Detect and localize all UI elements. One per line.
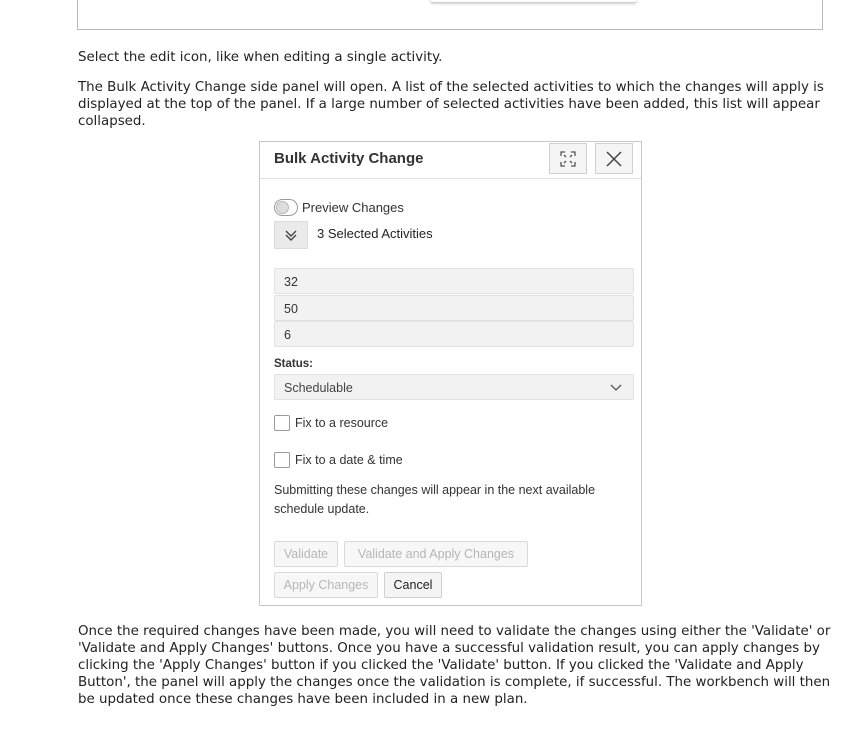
panel-header — [260, 142, 641, 179]
apply-changes-button[interactable]: Apply Changes — [274, 572, 378, 598]
status-select[interactable] — [274, 374, 634, 400]
status-label: Status: — [274, 358, 313, 370]
description-paragraph: The Bulk Activity Change side panel will open. A list of the selected activities to which the changes will apply is displayed at the top of the panel. If a large number of selected activities have been added, this list will appear collapsed. — [78, 80, 824, 129]
activity-item: 50 — [274, 295, 634, 321]
validate-button[interactable]: Validate — [274, 541, 338, 567]
panel-title: Bulk Activity Change — [274, 150, 424, 167]
toggle-knob — [276, 201, 289, 214]
chevron-down-icon — [609, 380, 623, 394]
bulk-activity-change-panel — [259, 141, 642, 606]
validate-and-apply-button[interactable]: Validate and Apply Changes — [344, 541, 528, 567]
expand-icon — [558, 149, 578, 169]
activity-item: 6 — [274, 321, 634, 347]
previous-screenshot-element — [430, 0, 637, 3]
previous-screenshot-frame — [77, 0, 823, 30]
intro-paragraph: Select the edit icon, like when editing a single activity. — [78, 50, 443, 65]
close-button[interactable] — [595, 143, 633, 174]
chevron-double-down-icon — [284, 228, 298, 242]
fix-resource-label: Fix to a resource — [295, 416, 389, 430]
cancel-button[interactable]: Cancel — [384, 572, 442, 598]
expand-button[interactable] — [549, 143, 587, 174]
activity-item: 32 — [274, 268, 634, 294]
status-value: Schedulable — [284, 381, 353, 395]
fix-datetime-checkbox[interactable] — [274, 452, 290, 468]
close-icon — [605, 150, 623, 168]
selected-activities-count: 3 Selected Activities — [317, 226, 433, 241]
collapse-selected-button[interactable] — [274, 221, 308, 249]
submission-note: Submitting these changes will appear in the next available schedule update. — [274, 483, 596, 516]
preview-changes-label: Preview Changes — [302, 200, 404, 215]
closing-paragraph: Once the required changes have been made, you will need to validate the changes using either the 'Validate' or 'Validate and Apply Changes' buttons. Once you have a successful validation result, you can apply changes by clicking the 'Apply Changes' button if you clicked the 'Validate' button. If you clicked the 'Validate and Apply Button', the panel will apply the changes once the validation is complete, if successful. The workbench will then be updated once these changes have been included in a new plan. — [78, 624, 831, 707]
preview-changes-toggle[interactable] — [274, 199, 298, 216]
fix-resource-checkbox[interactable] — [274, 415, 290, 431]
fix-datetime-label: Fix to a date & time — [295, 453, 403, 467]
